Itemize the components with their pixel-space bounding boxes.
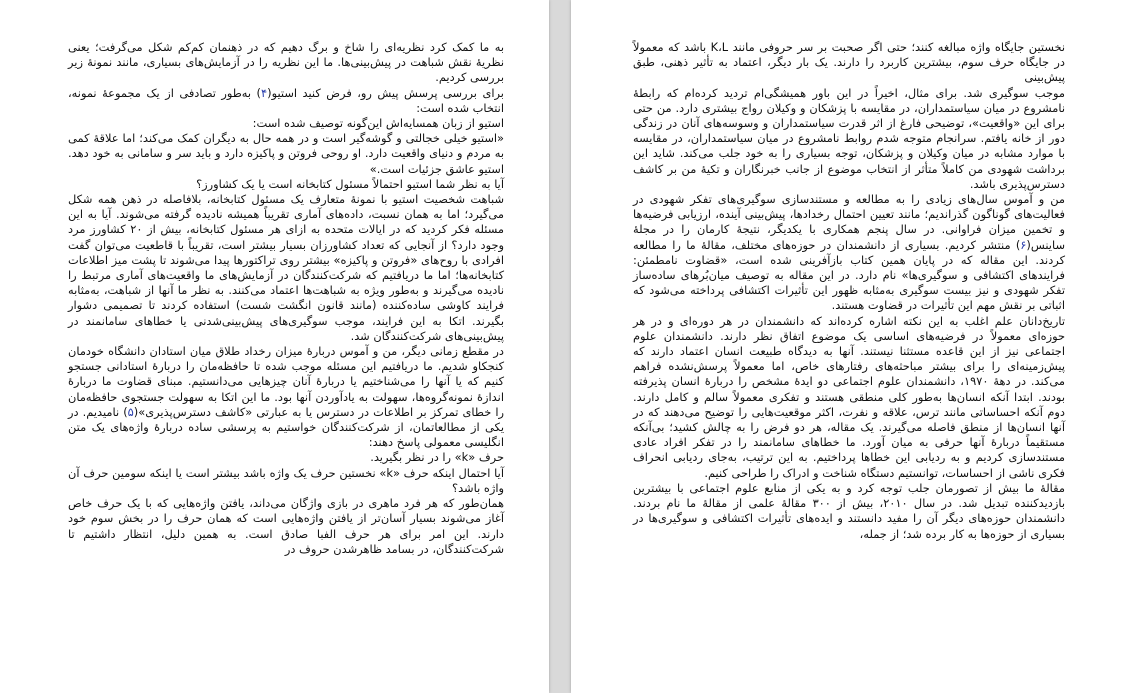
right-paragraph-2: موجب سوگیری شد. برای مثال، اخیراً در این باور همیشگی‌ام تردید کرده‌ام که رابطهٔ نامشروع در میان سیاستمداران، در مقایسه با پزشکان و وکیلان رواج بیشتری دارد. من حتی برای این «واقعیت»، توضیحی فارغ از اثر قدرت سیاستمداران و وسوسه‌های آنان در زندگی دور از خانه یافتم. سرانجام متوجه شدم روابط نامشروع در میان سیاستمداران، در مقایسه با موارد مشابه در میان وکیلان و پزشکان، توجه بسیاری را به خود جلب می‌کند. شاید این برداشت شهودی من کاملاً متأثر از انتخاب موضوع از جانب خبرنگاران و تکیهٔ من بر کاشف دسترس‌پذیری باشد. (633, 85, 1065, 191)
footnote-ref-6[interactable]: ۶ (1020, 237, 1027, 252)
right-paragraph-5: مقالهٔ ما بیش از تصورمان جلب توجه کرد و به یکی از منابع علوم اجتماعی با بیشترین بازدیدکننده تبدیل شد. در سال ۲۰۱۰، بیش از ۳۰۰ مقالهٔ علمی از مقالهٔ ما نام بردند. دانشمندان حوزه‌های دیگر آن را مفید دانستند و ایده‌های تأثیرات اکتشافی و سوگیری‌ها در بسیاری از حوزه‌ها به کار برده شد؛ از جمله، (633, 480, 1065, 541)
left-paragraph-7 (68, 344, 504, 450)
left-paragraph-2 (68, 86, 504, 116)
left-paragraph-4: «استیو خیلی خجالتی و گوشه‌گیر است و در همه حال به دیگران کمک می‌کند؛ اما علاقهٔ کمی به مردم و دنیای واقعیت دارد. او روحی فروتن و پاکیزه دارد و باید سر و سامانی به خود دهد. استیو عاشق جزئیات است.» (68, 131, 504, 176)
right-paragraph-4: تاریخ‌دانان علم اغلب به این نکته اشاره کرده‌اند که دانشمندان در هر دوره‌ای و در هر حوزه‌ای معمولاً در فرضیه‌های اساسی یک موضوع اتفاق نظر دارند. دانشمندان علوم اجتماعی نیز از این قاعده مستثنا نیستند. آنها به دیدگاه طبیعت انسان اعتماد دارند که پیش‌زمینه‌ای را برای بیشتر مباحثه‌های رفتارهای خاص، اما معمولاً پرسش‌نشده فراهم می‌کند. در دههٔ ۱۹۷۰، دانشمندان علوم اجتماعی دو ایدهٔ مشخص را دربارهٔ انسان پذیرفته بودند. ابتدا آنکه انسان‌ها به‌طور کلی منطقی هستند و تفکری معمولاً سالم و کامل دارند. دوم آنکه احساساتی مانند ترس، علاقه و نفرت، اکثر موقعیت‌هایی را توضیح می‌دهند که در آنها انسان‌ها از منطق فاصله می‌گیرند. یک مقاله، هر دو فرض را به چالش کشید؛ بی‌آنکه مستقیماً دربارهٔ آنها حرفی به میان آورد. ما خطاهای سامانمند را در تفکر افراد عادی مستندسازی کردیم و به ردیابی این خطاها پرداختیم. به این ترتیب، به‌جای ردیابی انحراف فکری ناشی از احساسات، توانستیم دستگاه شناخت و ادراک را طراحی کنیم. (633, 313, 1065, 480)
left-paragraph-7-part-b: ) نامیدیم. در یکی از مطالعاتمان، از شرکت‌کنندگان خواستیم به پرسشی ساده دربارهٔ واژه‌های یک متن انگلیسی معمولی پاسخ دهند: (68, 404, 504, 450)
left-paragraph-6: شباهت شخصیت استیو با نمونهٔ متعارف یک مسئول کتابخانه، بلافاصله در ذهن همه شکل می‌گیرد؛ اما به همان نسبت، داده‌های آماری تقریباً همیشه نادیده گرفته می‌شوند. آیا به این مسئله فکر کردید که در ایالات متحده به ازای هر مسئول کتابخانه، بیش از ۲۰ کشاورز مرد وجود دارد؟ از آنجایی که تعداد کشاورزان بسیار بیشتر است، تقریباً با قاطعیت می‌توان گفت افرادی با روح‌های «فروتن و پاکیزه» بیشتر روی تراکتورها پیدا می‌شوند تا پشت میز اطلاعات کتابخانه‌ها؛ اما ما دریافتیم که شرکت‌کنندگان در آزمایش‌های ما واقعیت‌های آماری مرتبط را نادیده می‌گیرند و به‌طور ویژه به شباهت‌ها اعتماد می‌کنند. به نظر ما آنها از شباهت، به‌مثابه فرایند کاوشی ساده‌کننده (مانند قانون انگشت شست) استفاده کردند تا تصمیمی دشوار بگیرند. اتکا به این فرایند، موجب سوگیری‌های پیش‌بینی‌شدنی یا خطاهای سامانمند در پیش‌بینی‌های شرکت‌کنندگان شد. (68, 192, 504, 343)
left-page-text (68, 40, 504, 557)
left-paragraph-10: همان‌طور که هر فرد ماهری در بازی واژگان می‌داند، یافتن واژه‌هایی که با یک حرف خاص آغاز می‌شوند بسیار آسان‌تر از یافتن واژه‌هایی است که همان حرف را در بخش سوم خود دارند. این امر برای هر حرف الفبا صادق است. به همین دلیل، انتظار داشتیم تا شرکت‌کنندگان، در بسامد ظاهرشدن حروف در (68, 496, 504, 556)
footnote-ref-5[interactable]: ۵ (127, 404, 134, 419)
left-paragraph-7-part-a: در مقطع زمانی دیگر، من و آموس دربارهٔ میزان رخداد طلاق میان استادان دانشگاه خودمان کنجکاو شدیم. ما دریافتیم این مسئله موجب شده تا حافظه‌مان را دربارهٔ استادانی جستجو کنیم که یا آنها را می‌شناختیم یا دربارهٔ آنان چیزهایی می‌دانستیم. مبنای قضاوت ما دربارهٔ اندازهٔ نمونه‌گروه‌ها، سهولت به یادآوردن آنها بود. ما این اتکا به سهولت جستجوی حافظه‌مان را خطای تمرکز بر اطلاعات در دسترس یا به عبارتی «کاشف دسترس‌پذیری»( (68, 344, 504, 419)
left-paragraph-3: استیو از زبان همسایه‌اش این‌گونه توصیف شده است: (252, 116, 504, 131)
right-page-text (633, 40, 1065, 542)
right-paragraph-3 (633, 192, 1065, 314)
right-page (571, 0, 1121, 693)
left-paragraph-8: حرف «k» را در نظر بگیرید. (370, 450, 504, 465)
right-paragraph-1: نخستین جایگاه واژه مبالغه کنند؛ حتی اگر صحبت بر سر حروفی مانند K،L باشد که معمولاً در جایگاه حرف سوم، بیشترین کاربرد را دارند. یک بار دیگر، اعتماد به تأثیر ذهنی، طبق پیش‌بینی (633, 40, 1066, 85)
left-paragraph-1: به ما کمک کرد نظریه‌ای را شاخ و برگ دهیم که در ذهنمان کم‌کم شکل می‌گرفت؛ یعنی نظریهٔ نقش شباهت در پیش‌بینی‌ها. ما این نظریه را در آزمایش‌های بسیاری، مانند نمونهٔ زیر بررسی کردیم. (68, 40, 504, 85)
footnote-ref-4[interactable]: ۴ (261, 85, 268, 100)
right-paragraph-3-part-a: من و آموس سال‌های زیادی را به مطالعه و مستندسازی سوگیری‌های تفکر شهودی در فعالیت‌های گوناگون گذراندیم؛ مانند تعیین احتمال رخدادها، پیش‌بینی آینده، ارزیابی فرضیه‌ها و تخمین میزان فراوانی. در سال پنجم همکاری با یکدیگر، نتیجهٔ کارمان را در مجلهٔ ساینس( (633, 192, 1065, 252)
left-paragraph-2-part-b: ) به‌طور تصادفی از یک مجموعهٔ نمونه، انتخاب شده است: (68, 85, 504, 115)
left-paragraph-2-part-a: برای بررسی پرسش پیش رو، فرض کنید استیو( (267, 85, 504, 100)
right-paragraph-3-part-b: ) منتشر کردیم. بسیاری از دانشمندان در حوزه‌های مختلف، مقالهٔ ما را مطالعه کردند. این مقاله که در پایان همین کتاب بازآفرینی شده است، «قضاوت نامطمئن: فرایندهای اکتشافی و سوگیری‌ها» نام دارد. در این مقاله به توصیف میان‌بُرهای ساده‌ساز تفکر شهودی و نیز بیست سوگیری به‌مثابه ظهور این تأثیرات اکتشافی پرداخته می‌شود که اثباتی بر نقش مهم این تأثیرات در قضاوت هستند. (633, 237, 1065, 313)
left-paragraph-5: آیا به نظر شما استیو احتمالاً مسئول کتابخانه است یا یک کشاورز؟ (196, 176, 504, 191)
left-page (0, 0, 549, 693)
left-paragraph-9: آیا احتمال اینکه حرف «k» نخستین حرف یک واژه باشد بیشتر است یا اینکه سومین حرف آن واژه باشد؟ (68, 465, 504, 495)
